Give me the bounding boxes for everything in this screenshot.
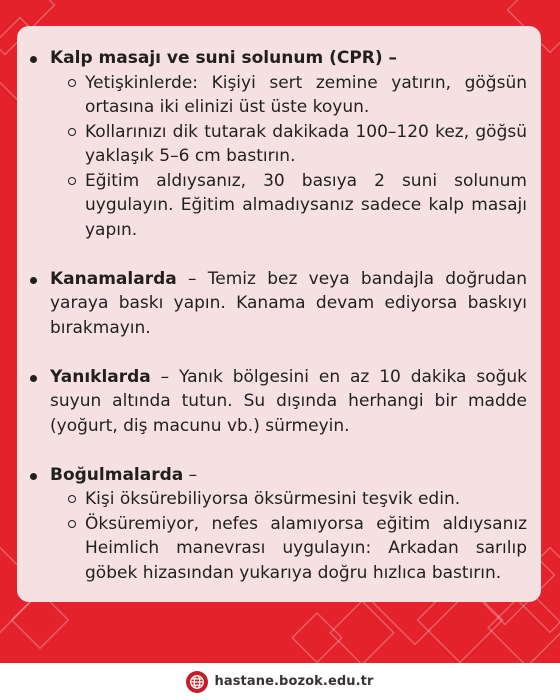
list-item-choking: [50, 463, 527, 586]
sublist-item: Yetişkinlerde: Kişiyi sert zemine yatırın, göğsün ortasına iki elinizi üst üste koyun.: [85, 71, 527, 120]
list-item-bleeding: [50, 267, 527, 341]
item-text: –: [183, 464, 198, 485]
globe-icon: [186, 671, 208, 693]
item-title: Kalp masajı ve suni solunum (CPR) –: [50, 48, 398, 68]
content-card: [17, 26, 541, 602]
first-aid-list: [50, 46, 527, 585]
item-title: Boğulmalarda: [50, 464, 184, 485]
choking-sublist: [50, 487, 527, 585]
item-text: – Temiz bez veya bandajla doğrudan yaraya baskı yapın. Kanama devam ediyorsa baskıyı bırakmayın.: [50, 268, 527, 338]
list-item-burns: [50, 365, 527, 439]
sublist-item: Kişi öksürebiliyorsa öksürmesini teşvik edin.: [85, 487, 527, 512]
sublist-item: Öksüremiyor, nefes alamıyorsa eğitim aldıysanız Heimlich manevrası uygulayın: Arkadan sarılıp göbek hizasından yukarıya doğru hızlıca bastırın.: [85, 512, 527, 586]
website-link[interactable]: hastane.bozok.edu.tr: [214, 674, 374, 689]
item-title: Yanıklarda: [50, 366, 151, 387]
cpr-sublist: [50, 71, 527, 243]
footer: [0, 663, 560, 700]
item-title: Kanamalarda: [50, 268, 177, 289]
list-item-cpr: [50, 46, 527, 242]
sublist-item: Eğitim aldıysanız, 30 basıya 2 suni solunum uygulayın. Eğitim almadıysanız sadece kalp masajı yapın.: [85, 169, 527, 243]
item-text: – Yanık bölgesini en az 10 dakika soğuk suyun altında tutun. Su dışında herhangi bir madde (yoğurt, diş macunu vb.) sürmeyin.: [50, 366, 527, 436]
sublist-item: Kollarınızı dik tutarak dakikada 100–120 kez, göğsü yaklaşık 5–6 cm bastırın.: [85, 120, 527, 169]
